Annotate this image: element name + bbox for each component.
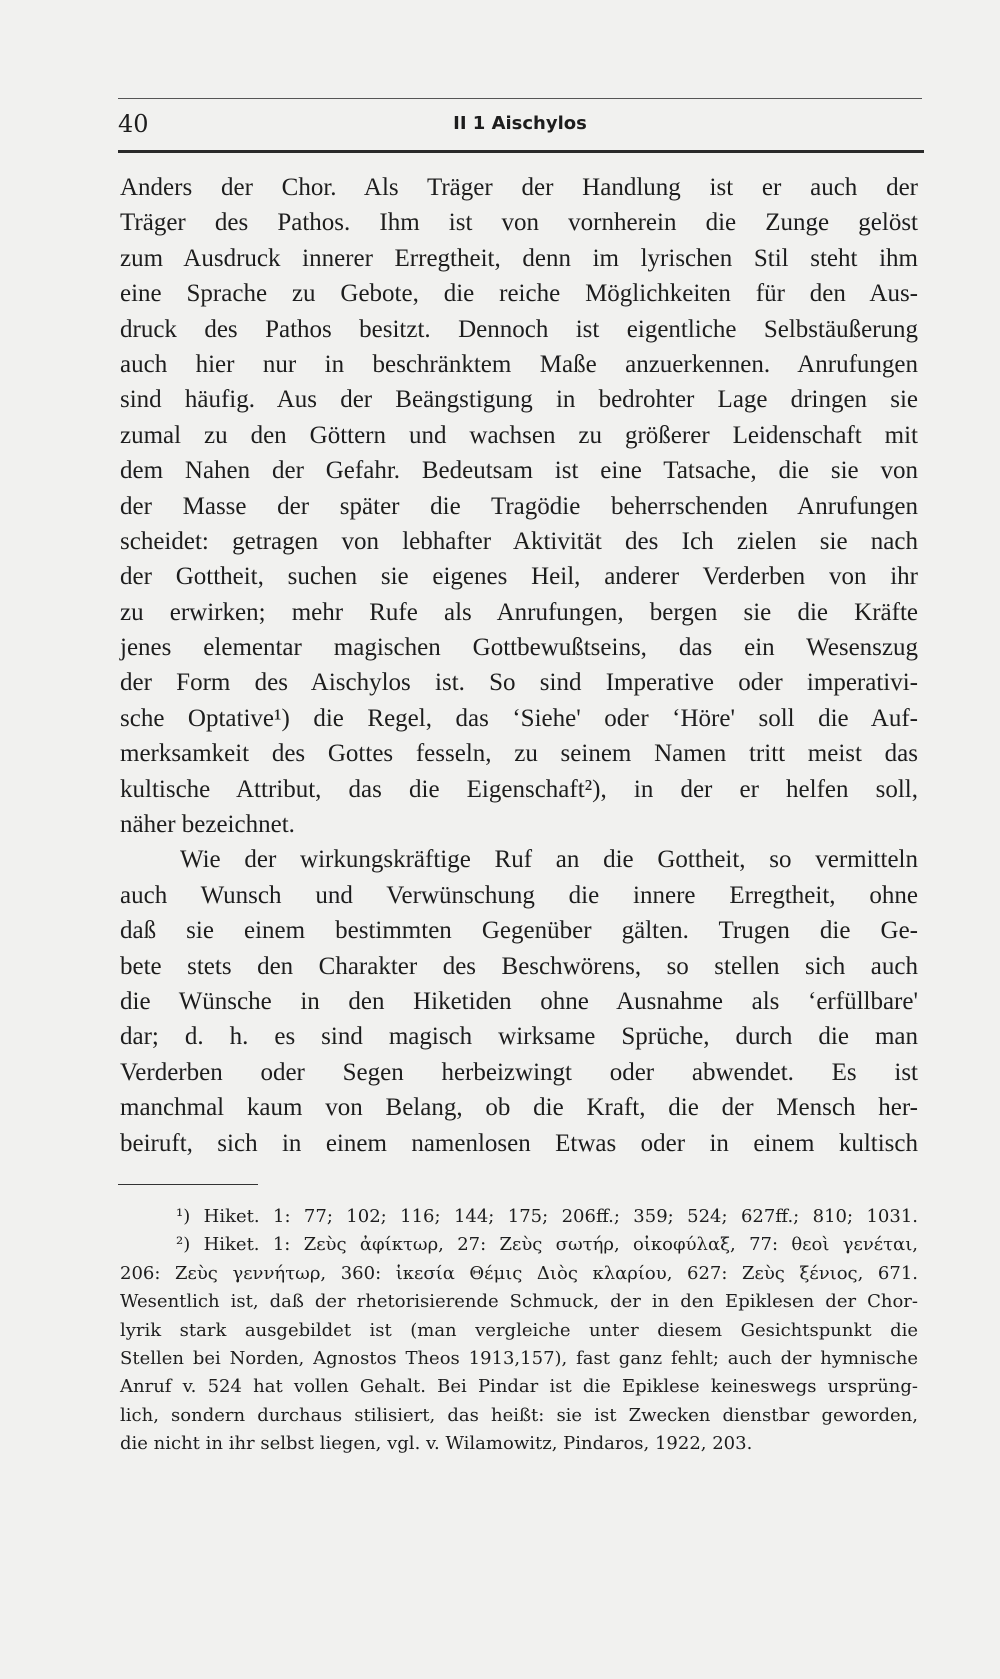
text-line: Träger des Pathos. Ihm ist von vornherein die Zunge gelöst bbox=[120, 209, 918, 237]
footnote-line: Anruf v. 524 hat vollen Gehalt. Bei Pindar ist die Epiklese keineswegs ursprüng- bbox=[120, 1376, 918, 1398]
text-line: sind häufig. Aus der Beängstigung in bedrohter Lage dringen sie bbox=[120, 386, 918, 414]
text-line: näher bezeichnet. bbox=[120, 811, 295, 839]
text-line: druck des Pathos besitzt. Dennoch ist eigentliche Selbstäußerung bbox=[120, 315, 918, 343]
footnote-line: Wesentlich ist, daß der rhetorisierende Schmuck, der in den Epiklesen der Chor- bbox=[120, 1291, 918, 1313]
footnote-line: ²) Hiket. 1: Ζεὺς ἀφίκτωρ, 27: Ζεὺς σωτήρ, οἰκοφύλαξ, 77: θεοὶ γενέται, bbox=[176, 1234, 918, 1256]
text-line: scheidet: getragen von lebhafter Aktivität des Ich zielen sie nach bbox=[120, 527, 918, 555]
body-text bbox=[120, 170, 918, 1161]
top-rule bbox=[118, 98, 922, 99]
text-line: dem Nahen der Gefahr. Bedeutsam ist eine Tatsache, die sie von bbox=[120, 457, 918, 485]
text-line: eine Sprache zu Gebote, die reiche Möglichkeiten für den Aus- bbox=[120, 280, 918, 308]
footnote-rule bbox=[118, 1184, 258, 1185]
text-line: beiruft, sich in einem namenlosen Etwas oder in einem kultisch bbox=[120, 1129, 918, 1157]
text-line: zu erwirken; mehr Rufe als Anrufungen, bergen sie die Kräfte bbox=[120, 598, 918, 626]
footnote-line: lich, sondern durchaus stilisiert, das heißt: sie ist Zwecken dienstbar geworden, bbox=[120, 1404, 918, 1426]
text-line: jenes elementar magischen Gottbewußtseins, das ein Wesenszug bbox=[120, 634, 918, 662]
text-line: Anders der Chor. Als Träger der Handlung ist er auch der bbox=[120, 174, 918, 201]
text-line: daß sie einem bestimmten Gegenüber gälten. Trugen die Ge- bbox=[120, 917, 918, 945]
footnote-line: 206: Ζεὺς γεννήτωρ, 360: ἱκεσία Θέμις Διὸς κλαρίου, 627: Ζεὺς ξένιος, 671. bbox=[120, 1262, 918, 1284]
header-rule bbox=[118, 150, 924, 153]
text-line: dar; d. h. es sind magisch wirksame Sprüche, durch die man bbox=[120, 1023, 918, 1051]
text-line: Wie der wirkungskräftige Ruf an die Gottheit, so vermitteln bbox=[180, 846, 918, 874]
running-title: II 1 Aischylos bbox=[453, 113, 587, 134]
page-number: 40 bbox=[118, 110, 149, 138]
text-line: merksamkeit des Gottes fesseln, zu seinem Namen tritt meist das bbox=[120, 740, 918, 768]
text-line: zum Ausdruck innerer Erregtheit, denn im lyrischen Stil steht ihm bbox=[120, 244, 918, 272]
text-line: auch Wunsch und Verwünschung die innere Erregtheit, ohne bbox=[120, 881, 918, 909]
text-line: zumal zu den Göttern und wachsen zu größerer Leidenschaft mit bbox=[120, 421, 918, 449]
footnotes bbox=[120, 1203, 918, 1459]
text-line: der Gottheit, suchen sie eigenes Heil, anderer Verderben von ihr bbox=[120, 563, 918, 591]
footnote-line: Stellen bei Norden, Agnostos Theos 1913,157), fast ganz fehlt; auch der hymnische bbox=[120, 1347, 918, 1369]
text-line: auch hier nur in beschränktem Maße anzuerkennen. Anrufungen bbox=[120, 350, 918, 378]
page-header bbox=[118, 110, 922, 146]
footnote-line: ¹) Hiket. 1: 77; 102; 116; 144; 175; 206ff.; 359; 524; 627ff.; 810; 1031. bbox=[176, 1206, 918, 1227]
text-line: der Form des Aischylos ist. So sind Imperative oder imperativi- bbox=[120, 669, 918, 697]
footnote-line: die nicht in ihr selbst liegen, vgl. v. Wilamowitz, Pindaros, 1922, 203. bbox=[120, 1433, 753, 1455]
text-line: die Wünsche in den Hiketiden ohne Ausnahme als ʻerfüllbare' bbox=[120, 987, 918, 1015]
text-line: kultische Attribut, das die Eigenschaft²), in der er helfen soll, bbox=[120, 775, 918, 803]
text-line: manchmal kaum von Belang, ob die Kraft, die der Mensch her- bbox=[120, 1094, 918, 1122]
footnote-line: lyrik stark ausgebildet ist (man vergleiche unter diesem Gesichtspunkt die bbox=[120, 1319, 918, 1341]
text-line: Verderben oder Segen herbeizwingt oder abwendet. Es ist bbox=[120, 1058, 918, 1086]
text-line: sche Optative¹) die Regel, das ʻSiehe' oder ʻHöre' soll die Auf- bbox=[120, 704, 918, 732]
text-line: bete stets den Charakter des Beschwörens, so stellen sich auch bbox=[120, 952, 918, 980]
text-line: der Masse der später die Tragödie beherrschenden Anrufungen bbox=[120, 492, 918, 520]
